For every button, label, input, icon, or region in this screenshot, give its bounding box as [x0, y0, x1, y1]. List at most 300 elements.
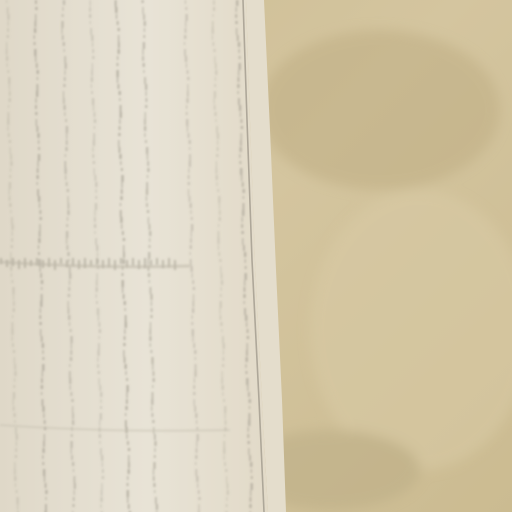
crop-plant-cluster [95, 175, 97, 181]
crop-plant-cluster [101, 483, 102, 490]
crop-plant-cluster [153, 462, 155, 469]
crop-plant-cluster [6, 56, 8, 61]
crop-plant-cluster [43, 448, 45, 453]
crop-plant-cluster [121, 224, 122, 229]
crop-plant-cluster [223, 357, 225, 361]
crop-plant-cluster [64, 105, 66, 110]
crop-plant-cluster [94, 224, 96, 228]
crop-plant-cluster [146, 91, 147, 96]
crop-plant-cluster [195, 455, 197, 459]
crop-plant-cluster [60, 258, 62, 264]
crop-plant-cluster [122, 273, 124, 276]
crop-plant-cluster [250, 490, 251, 496]
crop-plant-cluster [97, 252, 98, 257]
crop-plant-cluster [122, 287, 123, 293]
crop-plant-cluster [125, 315, 127, 322]
crop-plant-cluster [40, 217, 42, 220]
crop-plant-cluster [190, 259, 192, 266]
crop-plant-cluster [153, 476, 155, 481]
crop-plant-cluster [72, 406, 73, 413]
crop-plant-cluster [222, 336, 224, 343]
crop-plant-cluster [68, 287, 70, 291]
crop-plant-cluster [237, 84, 239, 88]
crop-plant-cluster [151, 406, 152, 411]
crop-plant-cluster [240, 112, 241, 117]
crop-plant-cluster [217, 147, 219, 151]
crop-plant-cluster [125, 371, 126, 375]
crop-plant-cluster [41, 378, 43, 383]
crop-plant-cluster [41, 287, 42, 290]
crop-plant-cluster [248, 448, 249, 455]
crop-plant-cluster [92, 154, 94, 158]
crop-plant-cluster [212, 28, 214, 34]
crop-plant-cluster [9, 175, 11, 178]
crop-plant-cluster [149, 231, 151, 236]
crop-plant-cluster [249, 504, 251, 508]
crop-plant-cluster [64, 112, 65, 116]
crop-plant-cluster [89, 7, 91, 12]
crop-plant-cluster [43, 357, 45, 360]
crop-plant-cluster [37, 133, 39, 138]
crop-plant-cluster [92, 42, 93, 47]
crop-plant-cluster [244, 287, 246, 292]
crop-plant-cluster [248, 420, 250, 426]
crop-plant-cluster [69, 364, 70, 367]
crop-plant-cluster [95, 196, 97, 199]
crop-plant-cluster [118, 42, 120, 48]
crop-plant-cluster [123, 294, 125, 299]
crop-plant-cluster [145, 140, 147, 143]
crop-plant-cluster [38, 140, 39, 144]
crop-plant-cluster [68, 294, 70, 297]
crop-plant-cluster [16, 490, 18, 493]
crop-plant-cluster [148, 217, 149, 224]
crop-plant-cluster [67, 196, 68, 203]
crop-plant-cluster [151, 301, 152, 306]
crop-plant-cluster [95, 238, 97, 245]
crop-plant-cluster [146, 98, 148, 102]
crop-plant-cluster [123, 238, 125, 241]
crop-plant-cluster [70, 329, 72, 332]
crop-plant-cluster [43, 413, 44, 418]
crop-plant-cluster [119, 119, 120, 124]
crop-plant-cluster [65, 147, 67, 151]
crop-plant-cluster [42, 406, 44, 412]
crop-plant-cluster [17, 504, 18, 510]
crop-plant-cluster [43, 441, 45, 447]
crop-plant-cluster [100, 406, 102, 409]
crop-plant-cluster [99, 385, 101, 391]
crop-plant-cluster [92, 98, 94, 105]
crop-plant-cluster [227, 483, 229, 489]
crop-plant-cluster [73, 469, 74, 472]
crop-plant-cluster [124, 301, 126, 305]
crop-plant-cluster [10, 154, 12, 160]
crop-plant-cluster [126, 434, 127, 439]
crop-plant-cluster [91, 84, 92, 88]
crop-plant-cluster [247, 336, 249, 339]
crop-plant-cluster [150, 315, 152, 318]
crop-plant-cluster [150, 260, 152, 266]
crop-plant-cluster [185, 56, 187, 62]
crop-plant-cluster [220, 322, 222, 326]
crop-plant-cluster [194, 350, 196, 354]
crop-plant-cluster [95, 203, 97, 210]
crop-plant-cluster [221, 287, 222, 291]
crop-plant-cluster [214, 105, 216, 110]
crop-plant-cluster [74, 483, 76, 489]
crop-plant-cluster [62, 14, 64, 17]
crop-plant-cluster [128, 448, 130, 451]
crop-plant-cluster [194, 406, 196, 412]
crop-plant-cluster [152, 364, 153, 370]
crop-plant-cluster [143, 14, 145, 20]
crop-plant-cluster [10, 252, 11, 259]
crop-plant-cluster [240, 147, 242, 152]
crop-plant-cluster [240, 168, 242, 175]
crop-plant-cluster [223, 343, 225, 349]
crop-plant-cluster [212, 35, 213, 40]
crop-plant-cluster [68, 259, 69, 262]
crop-plant-cluster [120, 210, 122, 217]
crop-plant-cluster [35, 112, 37, 115]
crop-plant-cluster [222, 371, 223, 378]
crop-plant-cluster [185, 21, 186, 27]
crop-plant-cluster [64, 49, 65, 52]
crop-plant-cluster [146, 147, 148, 154]
crop-plant-cluster [99, 441, 100, 444]
crop-plant-cluster [94, 112, 96, 117]
crop-plant-cluster [126, 378, 128, 381]
crop-plant-cluster [69, 378, 71, 384]
crop-plant-cluster [35, 21, 37, 27]
crop-plant-cluster [194, 399, 195, 406]
crop-plant-cluster [94, 119, 96, 123]
crop-plant-cluster [247, 385, 248, 391]
crop-plant-cluster [191, 266, 193, 272]
crop-plant-cluster [218, 252, 220, 256]
crop-plant-cluster [9, 203, 11, 207]
crop-plant-cluster [114, 260, 116, 270]
crop-plant-cluster [125, 413, 126, 416]
crop-plant-cluster [235, 21, 237, 24]
crop-plant-cluster [65, 168, 67, 174]
crop-plant-cluster [37, 84, 39, 91]
crop-plant-cluster [101, 490, 103, 496]
crop-plant-cluster [188, 168, 189, 173]
crop-plant-cluster [91, 77, 93, 82]
crop-plant-cluster [100, 497, 102, 502]
crop-plant-cluster [35, 98, 36, 103]
crop-plant-cluster [94, 168, 95, 175]
crop-plant-cluster [41, 280, 43, 284]
crop-plant-cluster [236, 0, 238, 6]
crop-plant-cluster [12, 231, 13, 236]
crop-plant-cluster [96, 287, 98, 292]
crop-plant-cluster [42, 371, 43, 377]
crop-plant-cluster [144, 119, 146, 125]
crop-plant-cluster [98, 343, 100, 350]
crop-plant-cluster [146, 189, 148, 195]
crop-plant-cluster [14, 371, 16, 376]
crop-plant-cluster [218, 224, 219, 227]
crop-plant-cluster [143, 70, 144, 73]
crop-plant-cluster [90, 21, 91, 24]
crop-plant-cluster [11, 238, 13, 242]
crop-plant-cluster [220, 301, 222, 308]
crop-plant-cluster [223, 350, 224, 355]
crop-plant-cluster [215, 70, 217, 75]
crop-plant-cluster [238, 77, 240, 82]
crop-plant-cluster [186, 119, 188, 126]
crop-plant-cluster [35, 56, 36, 62]
crop-plant-cluster [13, 301, 15, 306]
crop-plant-cluster [236, 28, 237, 35]
crop-plant-cluster [189, 147, 190, 150]
crop-plant-cluster [121, 182, 122, 188]
crop-plant-cluster [196, 448, 198, 453]
crop-plant-cluster [9, 140, 11, 143]
crop-plant-cluster [186, 63, 187, 68]
crop-plant-cluster [42, 455, 43, 459]
crop-plant-cluster [68, 308, 70, 314]
crop-plant-cluster [96, 294, 97, 298]
crop-plant-cluster [195, 364, 197, 371]
crop-plant-cluster [128, 469, 130, 474]
crop-plant-cluster [10, 210, 11, 213]
crop-plant-cluster [147, 161, 149, 166]
crop-plant-cluster [89, 14, 91, 18]
crop-plant-cluster [245, 315, 247, 321]
crop-plant-cluster [7, 70, 9, 73]
crop-plant-cluster [120, 112, 122, 118]
crop-plant-cluster [128, 462, 130, 468]
crop-plant-cluster [213, 49, 215, 52]
crop-plant-cluster [187, 77, 189, 80]
crop-plant-cluster [16, 441, 17, 446]
crop-plant-cluster [154, 455, 156, 458]
crop-plant-cluster [189, 140, 191, 144]
crop-plant-cluster [214, 98, 215, 104]
crop-plant-cluster [151, 350, 153, 353]
crop-plant-cluster [156, 258, 158, 265]
crop-plant-cluster [147, 175, 148, 178]
crop-plant-cluster [243, 203, 245, 210]
crop-plant-cluster [37, 189, 39, 196]
crop-plant-cluster [190, 238, 192, 243]
crop-plant-cluster [92, 56, 94, 59]
crop-plant-cluster [237, 35, 239, 41]
crop-plant-cluster [196, 441, 197, 447]
crop-plant-cluster [8, 105, 9, 108]
crop-plant-cluster [241, 119, 243, 123]
crop-plant-cluster [144, 126, 146, 131]
crop-plant-cluster [240, 161, 242, 164]
crop-plant-cluster [148, 259, 149, 265]
crop-plant-cluster [8, 133, 10, 137]
crop-plant-cluster [188, 189, 189, 196]
crop-plant-cluster [10, 168, 11, 172]
crop-plant-cluster [92, 63, 93, 70]
crop-plant-cluster [62, 35, 64, 40]
crop-plant-cluster [38, 147, 40, 150]
crop-plant-cluster [118, 35, 119, 42]
crop-plant-cluster [226, 476, 227, 483]
crop-plant-cluster [120, 196, 122, 200]
crop-plant-cluster [150, 322, 151, 329]
crop-plant-cluster [216, 168, 218, 174]
crop-plant-cluster [93, 105, 94, 111]
crop-plant-cluster [70, 357, 72, 361]
crop-plant-cluster [14, 469, 16, 475]
crop-plant-cluster [97, 273, 98, 280]
crop-plant-cluster [216, 175, 218, 180]
crop-plant-cluster [147, 210, 149, 213]
crop-plant-cluster [247, 329, 249, 333]
crop-plant-cluster [117, 21, 119, 25]
crop-plant-cluster [251, 483, 253, 490]
crop-plant-cluster [118, 49, 120, 54]
crop-plant-cluster [220, 315, 222, 320]
crop-plant-cluster [214, 91, 216, 98]
crop-plant-cluster [74, 490, 75, 495]
crop-plant-cluster [243, 245, 245, 251]
crop-plant-cluster [153, 469, 154, 475]
crop-plant-cluster [195, 469, 197, 476]
crop-plant-cluster [239, 56, 241, 59]
crop-plant-cluster [214, 56, 215, 63]
crop-plant-cluster [149, 245, 151, 248]
crop-plant-cluster [94, 217, 96, 222]
crop-plant-cluster [245, 259, 246, 263]
crop-plant-cluster [220, 266, 221, 273]
crop-plant-cluster [36, 119, 37, 126]
crop-plant-cluster [96, 189, 97, 193]
crop-plant-cluster [218, 231, 220, 238]
crop-plant-cluster [38, 252, 40, 255]
crop-plant-cluster [122, 280, 124, 287]
crop-plant-cluster [71, 399, 73, 402]
crop-plant-cluster [153, 378, 155, 382]
crop-plant-cluster [189, 154, 191, 161]
crop-plant-cluster [119, 126, 121, 130]
crop-plant-cluster [242, 210, 244, 216]
crop-plant-cluster [238, 98, 240, 105]
crop-plant-cluster [119, 98, 120, 101]
crop-plant-cluster [154, 434, 156, 440]
crop-plant-cluster [7, 119, 9, 125]
crop-plant-cluster [123, 343, 125, 346]
crop-plant-cluster [120, 203, 121, 206]
crop-plant-cluster [249, 399, 251, 403]
crop-plant-cluster [246, 350, 248, 356]
crop-plant-cluster [127, 497, 128, 503]
crop-plant-cluster [115, 7, 117, 13]
crop-plant-cluster [186, 98, 188, 103]
crop-plant-cluster [194, 371, 196, 377]
crop-plant-cluster [42, 343, 44, 348]
crop-plant-cluster [244, 301, 245, 304]
crop-plant-cluster [122, 231, 124, 235]
crop-plant-cluster [123, 259, 125, 264]
crop-plant-cluster [221, 378, 223, 384]
crop-plant-cluster [244, 252, 246, 257]
crop-plant-cluster [218, 245, 219, 250]
crop-plant-cluster [216, 126, 218, 133]
crop-plant-cluster [251, 476, 253, 479]
crop-plant-cluster [155, 497, 157, 504]
crop-plant-cluster [154, 448, 155, 452]
crop-plant-cluster [152, 413, 154, 417]
crop-plant-cluster [36, 91, 38, 97]
crop-plant-cluster [93, 161, 95, 164]
crop-plant-cluster [190, 252, 191, 255]
crop-plant-cluster [221, 329, 222, 332]
crop-plant-cluster [120, 258, 122, 264]
crop-plant-cluster [192, 308, 194, 313]
crop-plant-cluster [119, 91, 121, 95]
crop-plant-cluster [65, 63, 67, 69]
crop-plant-cluster [72, 413, 74, 419]
crop-plant-cluster [213, 7, 215, 11]
crop-plant-cluster [151, 399, 153, 405]
crop-plant-cluster [42, 364, 44, 371]
crop-plant-cluster [215, 63, 217, 69]
crop-plant-cluster [185, 0, 186, 4]
crop-plant-cluster [151, 308, 153, 312]
crop-plant-cluster [7, 35, 9, 38]
crop-plant-cluster [13, 406, 15, 411]
crop-plant-cluster [196, 420, 197, 424]
crop-plant-cluster [63, 42, 65, 46]
crop-plant-cluster [123, 350, 124, 357]
crop-plant-cluster [219, 217, 221, 221]
crop-plant-cluster [99, 336, 100, 339]
crop-plant-cluster [149, 224, 151, 230]
crop-plant-cluster [7, 63, 8, 67]
crop-plant-cluster [247, 343, 248, 350]
crop-plant-cluster [12, 287, 14, 294]
crop-plant-cluster [219, 308, 220, 314]
crop-plant-cluster [15, 448, 17, 452]
crop-plant-cluster [10, 147, 11, 154]
crop-plant-cluster [11, 329, 13, 335]
crop-plant-cluster [62, 7, 63, 11]
crop-plant-cluster [8, 77, 10, 84]
crop-plant-cluster [39, 203, 40, 208]
crop-plant-cluster [117, 77, 118, 83]
crop-plant-cluster [244, 280, 245, 286]
crop-plant-cluster [245, 273, 247, 280]
crop-plant-cluster [92, 147, 93, 152]
crop-plant-cluster [222, 385, 224, 390]
crop-plant-cluster [40, 301, 42, 307]
crop-plant-cluster [41, 294, 43, 301]
crop-plant-cluster [91, 91, 93, 94]
crop-plant-cluster [238, 42, 240, 47]
crop-plant-cluster [214, 84, 216, 87]
crop-plant-cluster [39, 231, 41, 237]
crop-plant-cluster [63, 91, 64, 98]
crop-plant-cluster [71, 343, 72, 349]
crop-plant-cluster [40, 308, 41, 313]
crop-plant-cluster [192, 315, 193, 319]
crop-plant-cluster [249, 406, 250, 409]
crop-plant-cluster [71, 448, 72, 454]
crop-plant-cluster [66, 133, 67, 139]
crop-plant-cluster [41, 385, 43, 389]
crop-plant-cluster [187, 126, 188, 132]
